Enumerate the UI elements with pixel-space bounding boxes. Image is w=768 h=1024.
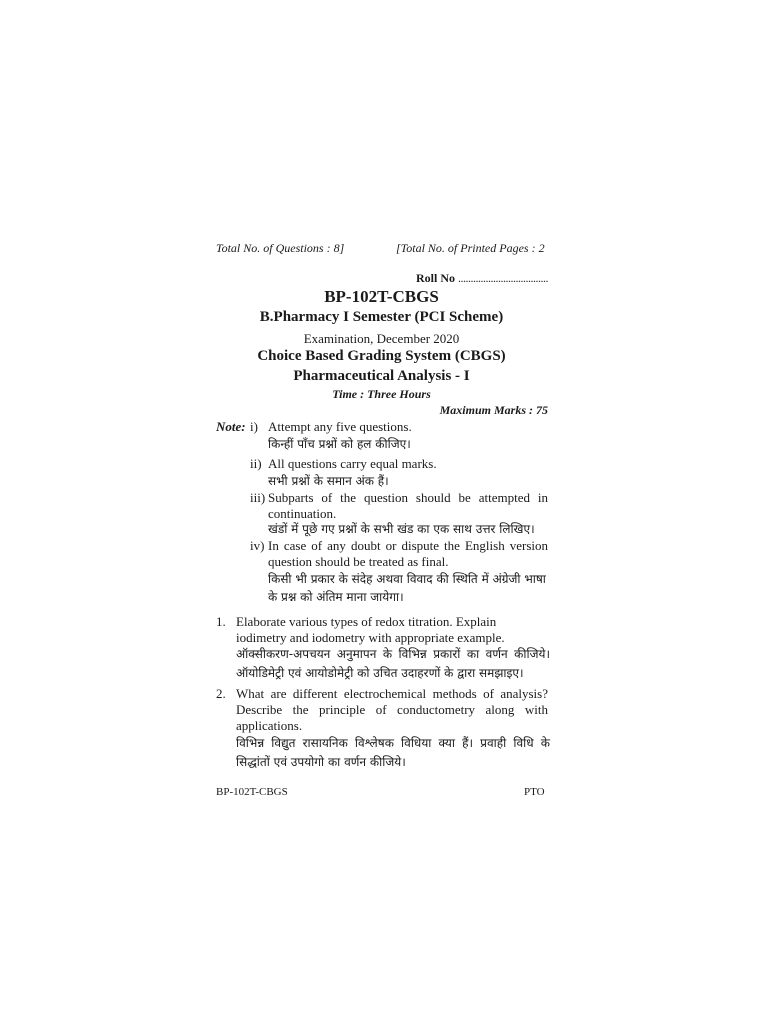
question-text-en: What are different electrochemical methods of analysis? Describe the principle of conductometry along with applications. bbox=[236, 686, 548, 733]
grading-system: Choice Based Grading System (CBGS) bbox=[257, 348, 506, 364]
roll-no-label: Roll No bbox=[416, 271, 455, 285]
note-item-hi: सभी प्रश्नों के समान अंक हैं। bbox=[268, 474, 389, 488]
note-label: Note: bbox=[216, 419, 246, 434]
note-item-hi: खंडों में पूछे गए प्रश्नों के सभी खंड का एक साथ उत्तर लिखिए। bbox=[268, 522, 535, 536]
note-item-number: ii) bbox=[250, 456, 262, 471]
note-item-en: Subparts of the question should be attempted in continuation. bbox=[268, 490, 548, 521]
paper-code: BP-102T-CBGS bbox=[324, 287, 439, 306]
note-item-number: iv) bbox=[250, 538, 265, 553]
course-title: B.Pharmacy I Semester (PCI Scheme) bbox=[259, 309, 504, 325]
printed-pages: [Total No. of Printed Pages : 2 bbox=[396, 241, 545, 255]
footer-pto: PTO bbox=[524, 786, 545, 798]
question-text-en: Elaborate various types of redox titration. Explain iodimetry and iodometry with appropriate example. bbox=[236, 614, 505, 645]
note-item-hi: किसी भी प्रकार के संदेह अथवा विवाद की स्थिति में अंग्रेजी भाषा के प्रश्न को अंतिम माना जायेगा। bbox=[268, 572, 546, 604]
roll-no-line bbox=[215, 271, 548, 286]
maximum-marks: Maximum Marks : 75 bbox=[439, 403, 548, 417]
time-allowed: Time : Three Hours bbox=[332, 387, 431, 401]
exam-session: Examination, December 2020 bbox=[303, 331, 460, 346]
question-text-hi: विभिन्न विद्युत रासायनिक विश्लेषक विधिया क्या हैं। प्रवाही विधि के सिद्धांतों एवं उपयोगो का वर्णन कीजिये। bbox=[236, 736, 550, 769]
question-number: 1. bbox=[216, 614, 226, 629]
roll-no-blank: .................................... bbox=[458, 271, 548, 285]
note-item-en: In case of any doubt or dispute the English version question should be treated as final. bbox=[268, 538, 548, 569]
note-item-hi: किन्हीं पाँच प्रश्नों को हल कीजिए। bbox=[268, 437, 411, 451]
question-text-hi: ऑक्सीकरण-अपचयन अनुमापन के विभिन्न प्रकारों का वर्णन कीजिये। ऑयोडिमेट्री एवं आयोडोमेट्री को उचित उदाहरणों के द्वारा समझाइए। bbox=[236, 647, 550, 680]
subject-title: Pharmaceutical Analysis - I bbox=[293, 368, 470, 384]
question-number: 2. bbox=[216, 686, 226, 701]
footer-paper-code: BP-102T-CBGS bbox=[216, 786, 288, 798]
note-item-en: Attempt any five questions. bbox=[268, 419, 412, 434]
note-item-number: iii) bbox=[250, 490, 266, 505]
note-item-en: All questions carry equal marks. bbox=[268, 456, 437, 471]
note-item-number: i) bbox=[250, 419, 258, 434]
total-questions: Total No. of Questions : 8] bbox=[216, 241, 345, 255]
